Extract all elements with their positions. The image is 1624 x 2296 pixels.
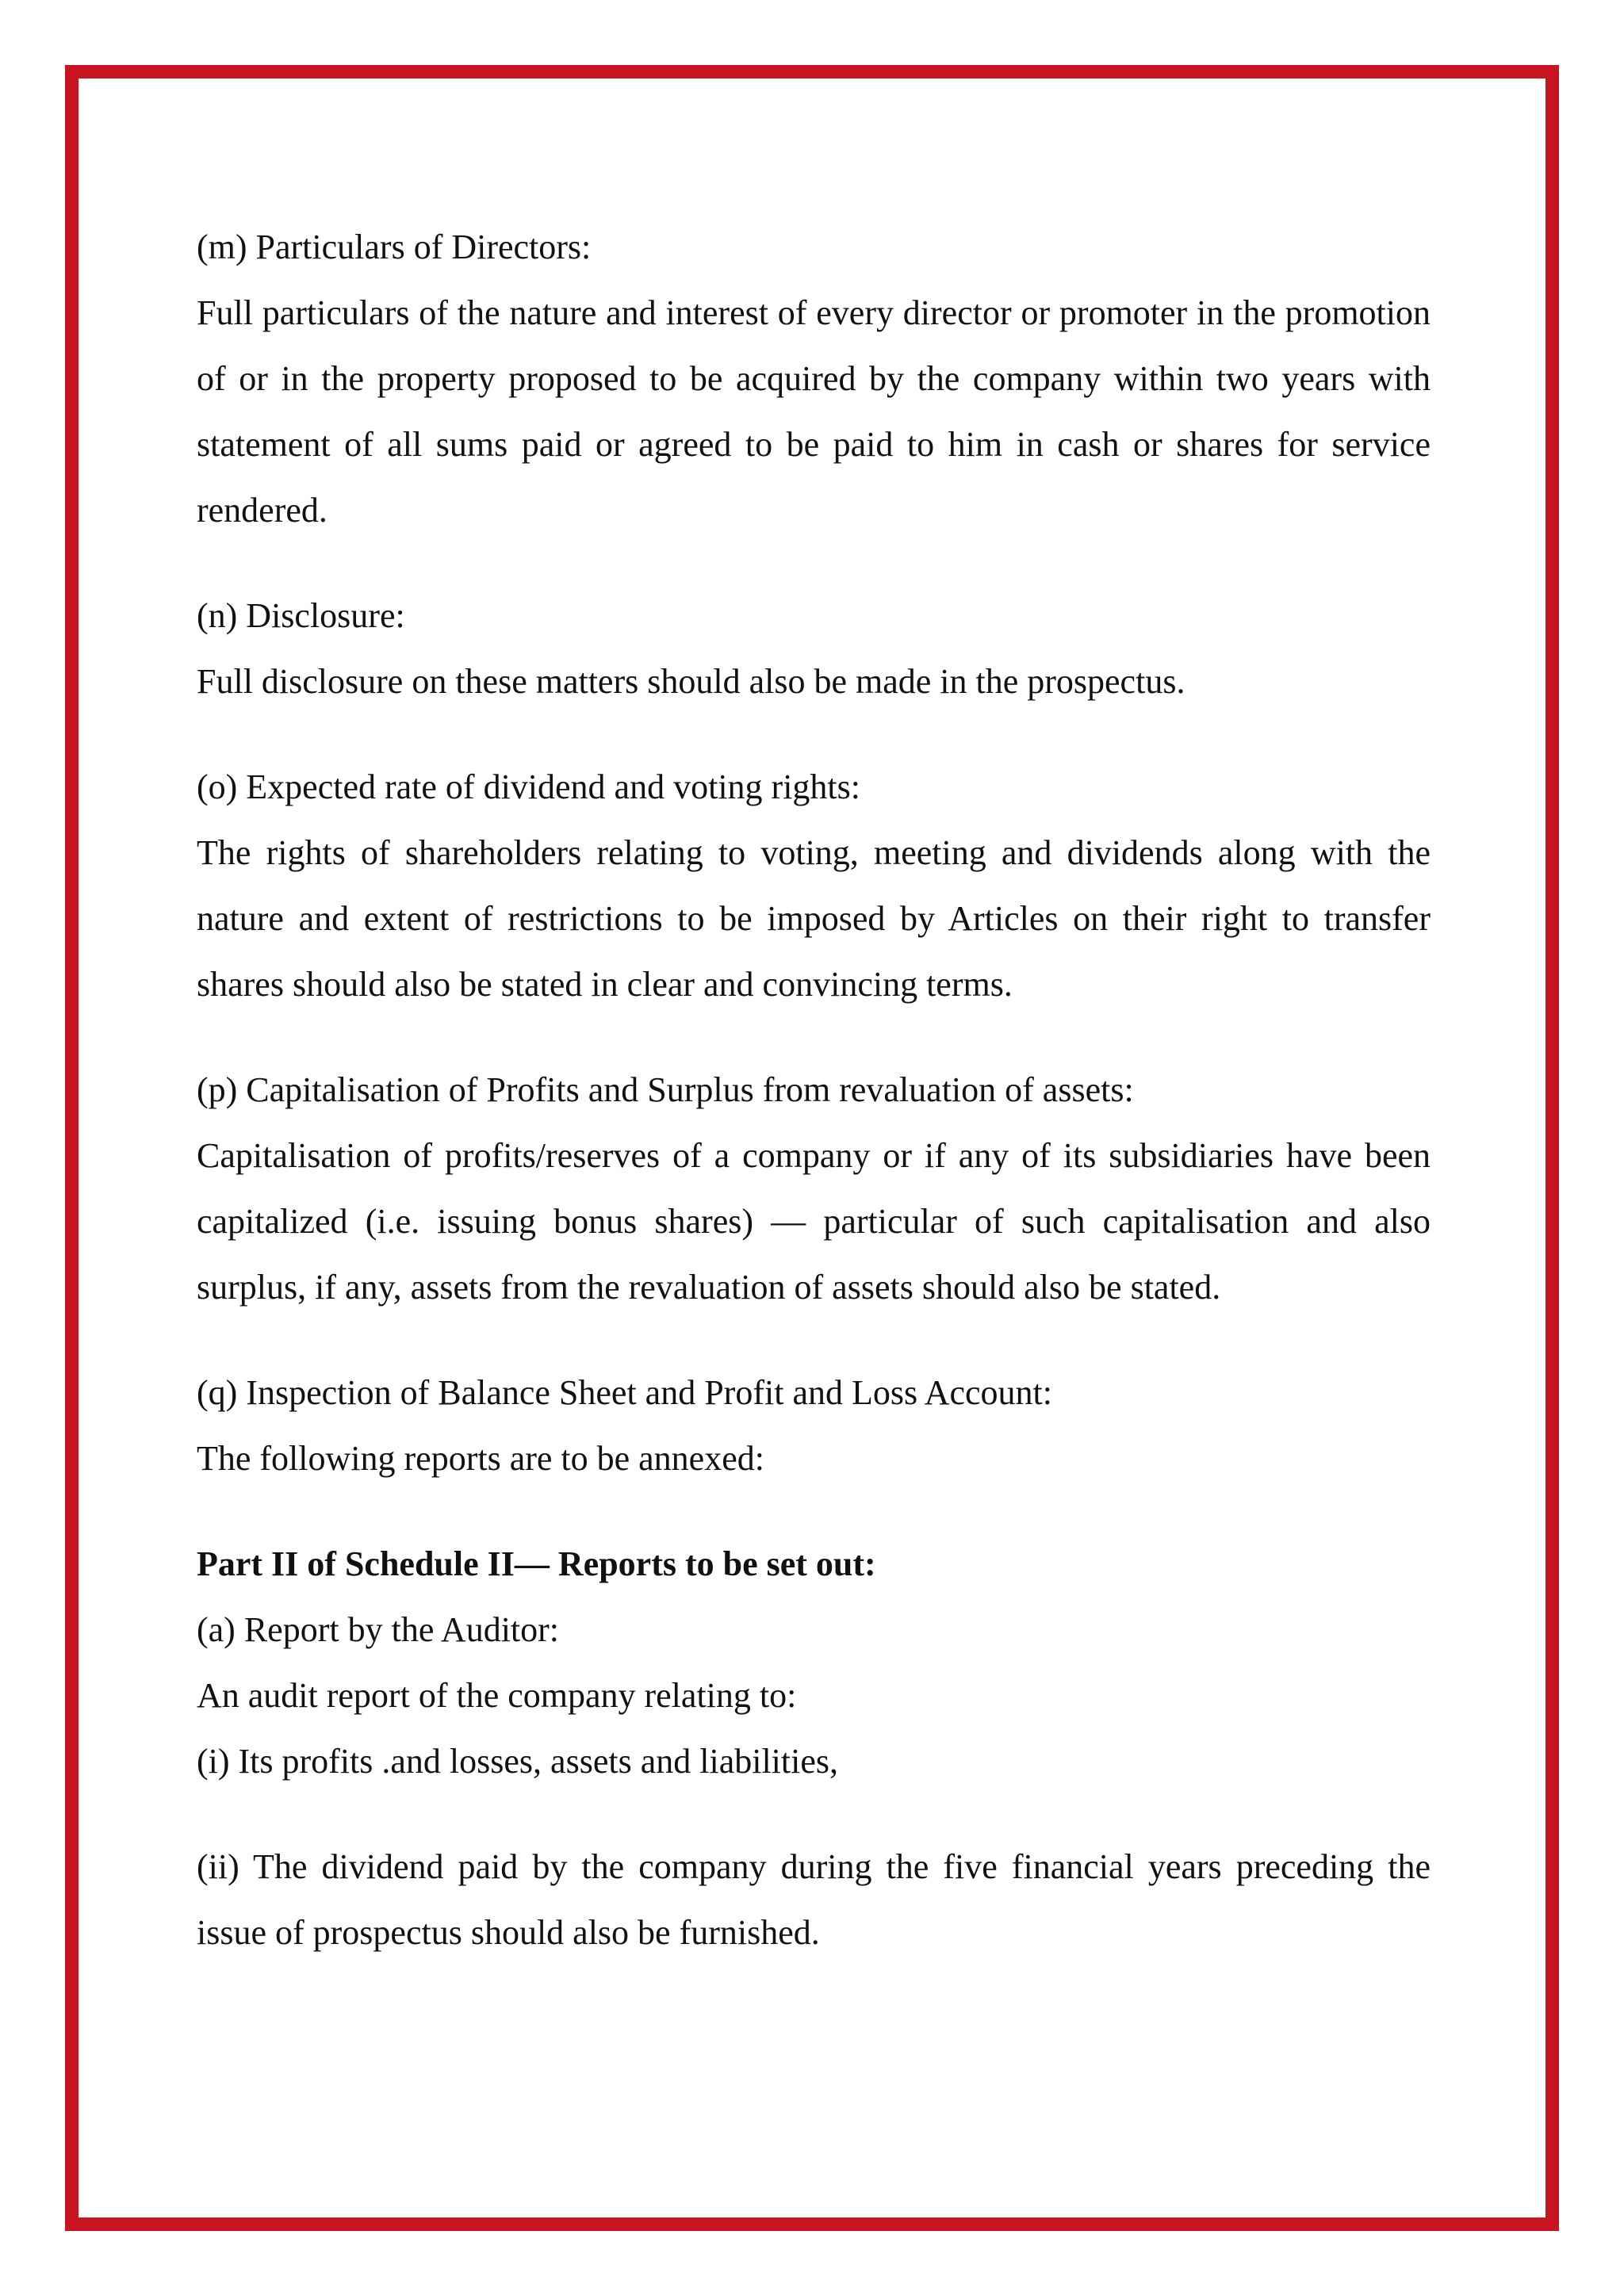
section-heading: (p) Capitalisation of Profits and Surplus from revaluation of assets: [197, 1070, 1134, 1109]
part2-item-ii: (ii) The dividend paid by the company during the five financial years preceding the issue of prospectus should also be furnished. [197, 1847, 1431, 1952]
section-heading: (m) Particulars of Directors: [197, 228, 592, 266]
section-body: Full disclosure on these matters should also be made in the prospectus. [197, 662, 1185, 701]
part2-subheading: (a) Report by the Auditor: [197, 1610, 560, 1649]
section-m [197, 214, 1431, 543]
section-n [197, 583, 1431, 714]
part2-intro: An audit report of the company relating to: [197, 1676, 797, 1715]
section-heading: (o) Expected rate of dividend and voting rights: [197, 767, 860, 806]
section-heading: (q) Inspection of Balance Sheet and Profit and Loss Account: [197, 1373, 1052, 1412]
section-body: Capitalisation of profits/reserves of a company or if any of its subsidiaries have been capitalized (i.e. issuing bonus shares) — particular of such capitalisation and also surplus, if any, assets from the revaluation of assets should also be stated. [197, 1136, 1431, 1307]
section-body: The rights of shareholders relating to voting, meeting and dividends along with the nature and extent of restrictions to be imposed by Articles on their right to transfer shares should also be stated in clear and convincing terms. [197, 833, 1431, 1004]
part2-title: Part II of Schedule II— Reports to be set out: [197, 1544, 876, 1583]
part2-item-i: (i) Its profits .and losses, assets and liabilities, [197, 1742, 838, 1781]
section-body: Full particulars of the nature and interest of every director or promoter in the promotion of or in the property proposed to be acquired by the company within two years with statement of all sums paid or agreed to be paid to him in cash or shares for service rendered. [197, 293, 1431, 530]
section-p [197, 1057, 1431, 1320]
section-q [197, 1360, 1431, 1491]
part2-item-ii-section [197, 1834, 1431, 1965]
document-body [197, 214, 1431, 2005]
section-heading: (n) Disclosure: [197, 596, 405, 635]
section-body: The following reports are to be annexed: [197, 1439, 764, 1478]
part2-section [197, 1531, 1431, 1794]
section-o [197, 754, 1431, 1017]
